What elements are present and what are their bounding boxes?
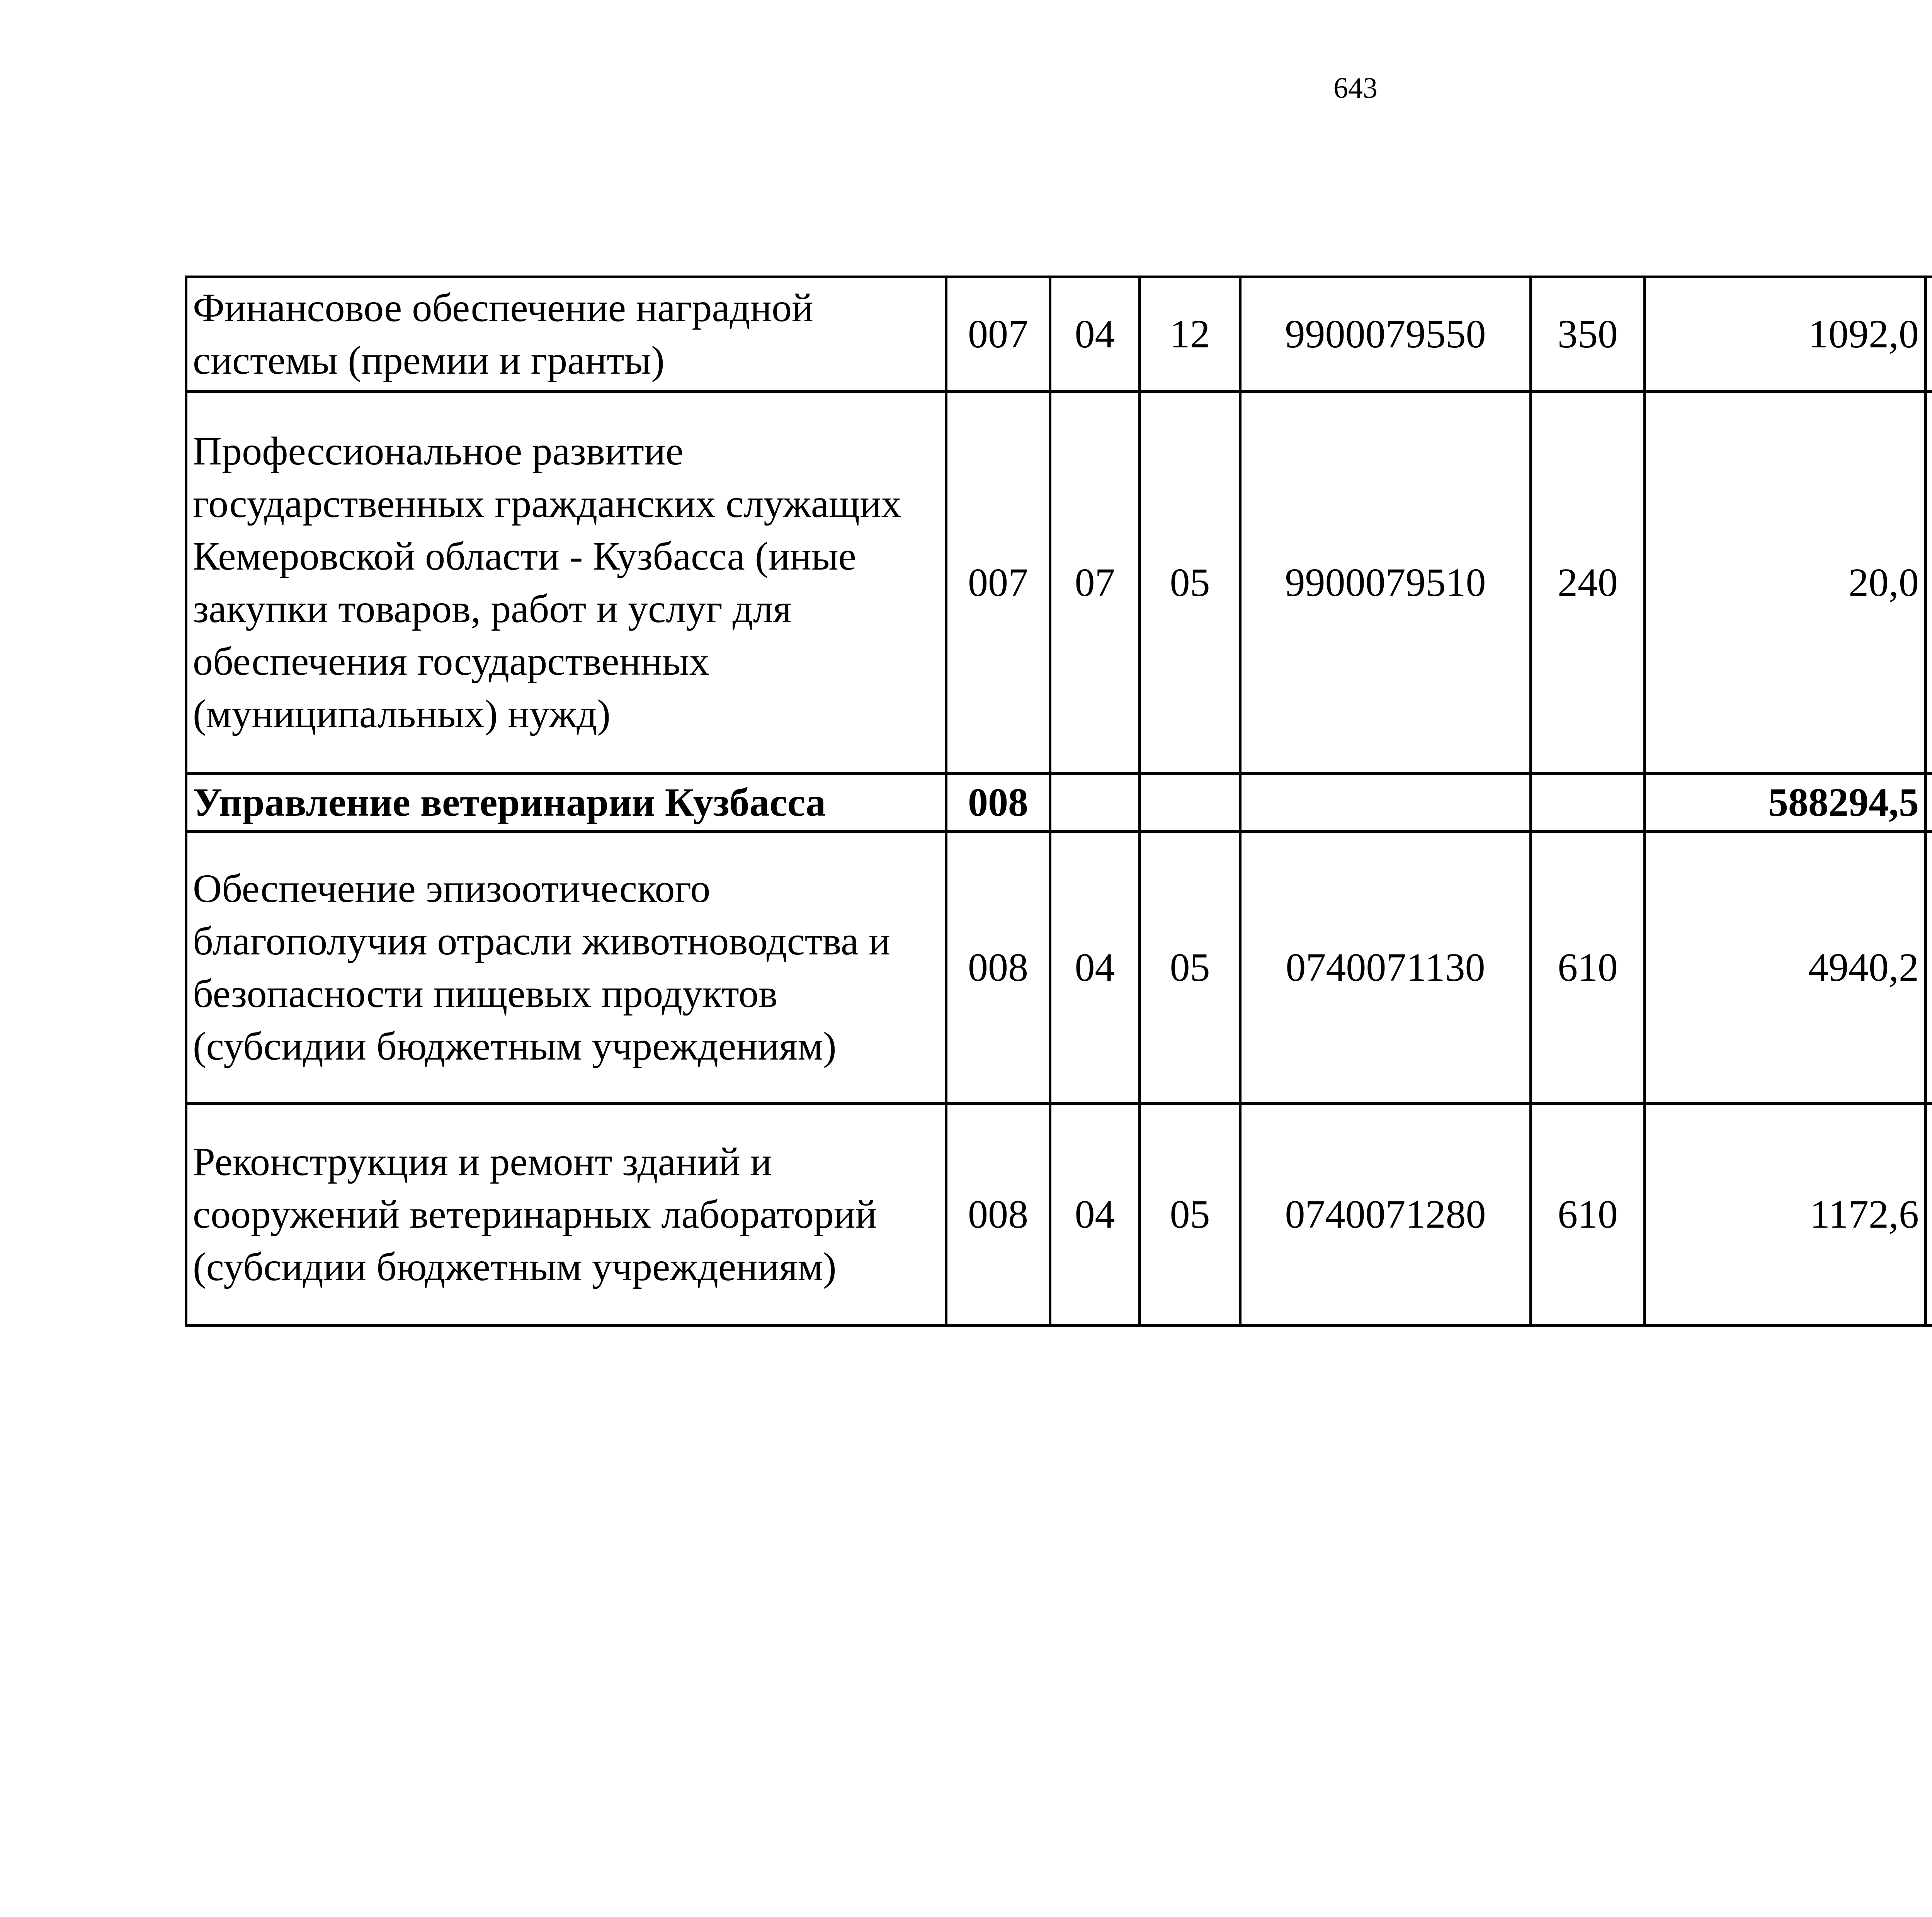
row-name: Профессиональное развитие государственных гражданских служащих Кемеровской области - Кузбасса (иные закупки товаров, работ и услуг для обеспечения государственных (муниципальных) нужд) [186,392,946,774]
amount-year-2 [1926,774,1932,832]
ministry-code: 008 [946,1104,1050,1326]
amount-year-1: 20,0 [1645,392,1926,774]
target-article-code: 0740071130 [1240,832,1531,1104]
expense-type-code [1531,774,1645,832]
section-code: 04 [1050,1104,1140,1326]
amount-year-2 [1926,832,1932,1104]
expense-type-code: 350 [1531,277,1645,392]
budget-table [185,276,1932,1327]
expense-type-code: 610 [1531,1104,1645,1326]
table-row [186,392,1932,774]
target-article-code: 9900079510 [1240,392,1531,774]
table-row [186,832,1932,1104]
table-row [186,1104,1932,1326]
target-article-code [1240,774,1531,832]
amount-year-2 [1926,392,1932,774]
section-code [1050,774,1140,832]
subsection-code: 05 [1140,392,1240,774]
table-row [186,774,1932,832]
subsection-code: 05 [1140,1104,1240,1326]
section-code: 07 [1050,392,1140,774]
target-article-code: 9900079550 [1240,277,1531,392]
amount-year-1: 1092,0 [1645,277,1926,392]
page-number: 643 [1333,72,1378,104]
target-article-code: 0740071280 [1240,1104,1531,1326]
row-name: Обеспечение эпизоотического благополучия отрасли животноводства и безопасности пищевых продуктов (субсидии бюджетным учреждениям) [186,832,946,1104]
expense-type-code: 610 [1531,832,1645,1104]
ministry-code: 007 [946,277,1050,392]
section-code: 04 [1050,832,1140,1104]
amount-year-1: 588294,5 [1645,774,1926,832]
subsection-code [1140,774,1240,832]
row-name: Управление ветеринарии Кузбасса [186,774,946,832]
ministry-code: 008 [946,832,1050,1104]
amount-year-2 [1926,277,1932,392]
ministry-code: 008 [946,774,1050,832]
table-row [186,277,1932,392]
subsection-code: 12 [1140,277,1240,392]
row-name: Реконструкция и ремонт зданий и сооружений ветеринарных лабораторий (субсидии бюджетным учреждениям) [186,1104,946,1326]
section-code: 04 [1050,277,1140,392]
ministry-code: 007 [946,392,1050,774]
amount-year-1: 4940,2 [1645,832,1926,1104]
amount-year-1: 1172,6 [1645,1104,1926,1326]
subsection-code: 05 [1140,832,1240,1104]
row-name: Финансовое обеспечение наградной системы (премии и гранты) [186,277,946,392]
amount-year-2 [1926,1104,1932,1326]
expense-type-code: 240 [1531,392,1645,774]
